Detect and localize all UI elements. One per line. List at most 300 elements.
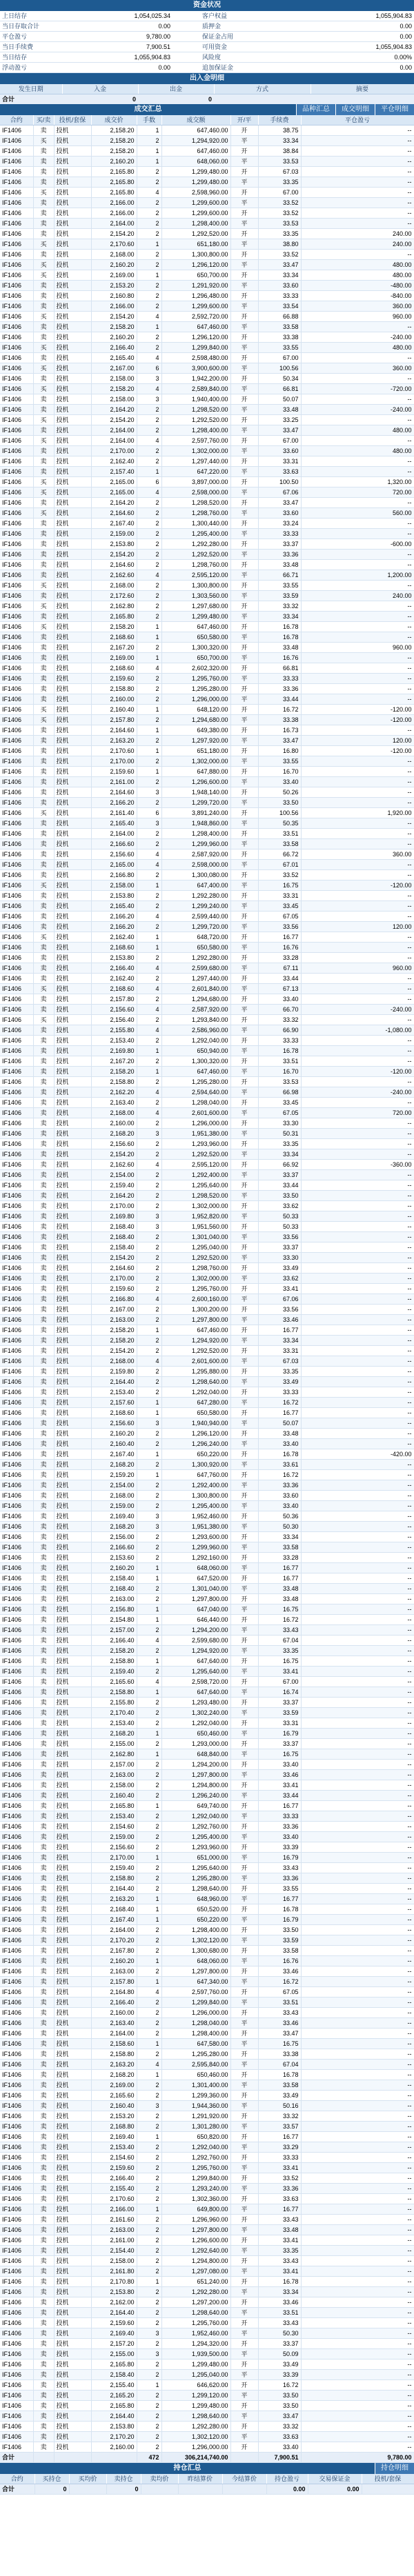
trade-side: 卖 <box>33 2266 54 2277</box>
trade-amount: 1,299,840.00 <box>161 2173 230 2184</box>
trade-amount: 1,940,940.00 <box>161 1418 230 1429</box>
account-value: 0.00% <box>276 52 414 63</box>
trade-price: 2,168.20 <box>91 1522 137 1532</box>
trade-amount: 1,948,140.00 <box>161 787 230 798</box>
trade-amount: 1,292,640.00 <box>161 2246 230 2256</box>
trade-amount: 2,598,960.00 <box>161 188 230 198</box>
trade-fee: 16.76 <box>258 653 301 663</box>
trade-type: 投机 <box>54 860 91 870</box>
trade-amount: 1,295,280.00 <box>161 1873 230 1884</box>
trade-contract: IF1406 <box>0 684 33 694</box>
trade-amount: 647,460.00 <box>161 1325 230 1336</box>
trade-price: 2,162.40 <box>91 456 137 467</box>
trade-lots: 2 <box>137 2091 161 2101</box>
trade-pnl: -- <box>301 1946 414 1956</box>
trade-price: 2,164.00 <box>91 1925 137 1935</box>
table-row <box>0 922 414 932</box>
trade-pnl: -- <box>301 1646 414 1656</box>
trade-amount: 1,293,240.00 <box>161 2184 230 2194</box>
trade-side: 卖 <box>33 1977 54 1987</box>
trade-fee: 33.48 <box>258 643 301 653</box>
trade-type: 投机 <box>54 798 91 808</box>
table-row <box>0 694 414 705</box>
trade-price: 2,160.40 <box>91 705 137 715</box>
trade-contract: IF1406 <box>0 167 33 177</box>
trade-type: 投机 <box>54 260 91 270</box>
trade-contract: IF1406 <box>0 1791 33 1801</box>
trade-lots: 1 <box>137 1904 161 1915</box>
trade-fee: 33.57 <box>258 2122 301 2132</box>
trade-amount: 647,580.00 <box>161 2039 230 2049</box>
trade-openclose: 平 <box>230 2246 258 2256</box>
trade-amount: 2,601,600.00 <box>161 1356 230 1367</box>
trade-fee: 33.46 <box>258 1315 301 1325</box>
trade-openclose: 平 <box>230 1501 258 1511</box>
trade-lots: 2 <box>137 1346 161 1356</box>
trade-openclose: 开 <box>230 1966 258 1977</box>
trade-openclose: 平 <box>230 1749 258 1760</box>
table-row <box>0 1667 414 1677</box>
trade-openclose: 开 <box>230 601 258 612</box>
trade-fee: 33.34 <box>258 136 301 146</box>
table-row <box>0 1336 414 1346</box>
trade-openclose: 平 <box>230 1439 258 1449</box>
table-row <box>0 384 414 394</box>
trade-side: 卖 <box>33 405 54 415</box>
trade-side: 卖 <box>33 394 54 405</box>
trade-amount: 647,460.00 <box>161 322 230 332</box>
trade-side: 卖 <box>33 2318 54 2328</box>
trade-side: 卖 <box>33 229 54 239</box>
trade-lots: 2 <box>137 694 161 705</box>
trade-pnl: -- <box>301 1904 414 1915</box>
trade-openclose: 开 <box>230 1594 258 1604</box>
trade-contract: IF1406 <box>0 2029 33 2039</box>
table-row <box>0 167 414 177</box>
table-row <box>0 394 414 405</box>
trade-type: 投机 <box>54 1460 91 1470</box>
trade-price: 2,157.80 <box>91 1977 137 1987</box>
table-row <box>0 1977 414 1987</box>
trade-type: 投机 <box>54 1832 91 1842</box>
deposits-total-in: 0 <box>62 94 138 105</box>
trade-fee: 33.59 <box>258 591 301 601</box>
trade-openclose: 平 <box>230 1563 258 1573</box>
trade-lots: 2 <box>137 1646 161 1656</box>
trade-fee: 33.58 <box>258 1542 301 1553</box>
table-row <box>0 343 414 353</box>
trade-contract: IF1406 <box>0 705 33 715</box>
trade-fee: 67.13 <box>258 984 301 994</box>
trade-lots: 2 <box>137 1873 161 1884</box>
trade-price: 2,163.00 <box>91 1315 137 1325</box>
trade-pnl: -- <box>301 1863 414 1873</box>
trades-total-lots: 472 <box>137 2453 161 2463</box>
trade-amount: 1,939,500.00 <box>161 2349 230 2359</box>
trade-type: 投机 <box>54 136 91 146</box>
trades-header-fee: 手续费 <box>258 115 301 125</box>
trade-openclose: 开 <box>230 2318 258 2328</box>
trade-pnl: 720.00 <box>301 1108 414 1118</box>
trade-fee: 33.33 <box>258 1811 301 1822</box>
table-row <box>0 756 414 767</box>
trade-pnl: 1,920.00 <box>301 808 414 818</box>
table-row <box>0 498 414 508</box>
trade-fee: 33.46 <box>258 2018 301 2029</box>
trade-side: 卖 <box>33 787 54 798</box>
trade-type: 投机 <box>54 1118 91 1129</box>
trade-contract: IF1406 <box>0 177 33 188</box>
trade-contract: IF1406 <box>0 2132 33 2142</box>
trade-contract: IF1406 <box>0 125 33 136</box>
trade-fee: 67.06 <box>258 487 301 498</box>
trade-price: 2,159.00 <box>91 529 137 539</box>
table-row <box>0 632 414 643</box>
trade-amount: 1,296,120.00 <box>161 332 230 343</box>
trade-openclose: 平 <box>230 901 258 912</box>
trade-price: 2,156.60 <box>91 1842 137 1853</box>
trade-side: 卖 <box>33 2153 54 2163</box>
trade-fee: 33.37 <box>258 539 301 550</box>
trade-fee: 33.29 <box>258 2142 301 2153</box>
table-row <box>0 2277 414 2287</box>
trade-price: 2,157.40 <box>91 467 137 477</box>
trade-pnl: -- <box>301 632 414 643</box>
trade-lots: 2 <box>137 1822 161 1832</box>
table-row <box>0 1604 414 1615</box>
table-row <box>0 508 414 519</box>
trade-type: 投机 <box>54 167 91 177</box>
account-spacer <box>172 63 200 73</box>
trade-price: 2,158.80 <box>91 1656 137 1667</box>
trade-side: 卖 <box>33 2194 54 2204</box>
tab-trade-detail[interactable]: 成交明细 <box>335 104 375 115</box>
trade-openclose: 平 <box>230 674 258 684</box>
trade-type: 投机 <box>54 146 91 157</box>
trade-lots: 1 <box>137 467 161 477</box>
trade-openclose: 开 <box>230 829 258 839</box>
table-row <box>0 415 414 425</box>
trade-amount: 1,298,640.00 <box>161 2308 230 2318</box>
trade-amount: 1,298,640.00 <box>161 1884 230 1894</box>
trade-type: 投机 <box>54 1935 91 1946</box>
trade-side: 卖 <box>33 456 54 467</box>
trade-price: 2,167.80 <box>91 1946 137 1956</box>
trade-fee: 33.31 <box>258 1346 301 1356</box>
trade-contract: IF1406 <box>0 2184 33 2194</box>
account-spacer <box>172 52 200 63</box>
trade-price: 2,165.60 <box>91 2091 137 2101</box>
trade-price: 2,158.20 <box>91 1646 137 1656</box>
trade-price: 2,165.00 <box>91 477 137 487</box>
trade-price: 2,166.20 <box>91 922 137 932</box>
trade-lots: 2 <box>137 332 161 343</box>
trade-side: 买 <box>33 601 54 612</box>
trade-pnl: -- <box>301 1998 414 2008</box>
trade-openclose: 开 <box>230 1491 258 1501</box>
trade-pnl: -- <box>301 1522 414 1532</box>
trade-contract: IF1406 <box>0 1263 33 1274</box>
trade-pnl: -- <box>301 839 414 849</box>
trade-fee: 33.31 <box>258 891 301 901</box>
trade-side: 卖 <box>33 498 54 508</box>
trade-openclose: 开 <box>230 2070 258 2080</box>
trade-type: 投机 <box>54 332 91 343</box>
trade-side: 卖 <box>33 1811 54 1822</box>
trade-amount: 1,294,680.00 <box>161 715 230 725</box>
trade-amount: 647,880.00 <box>161 767 230 777</box>
trade-pnl: -- <box>301 1170 414 1180</box>
positions-header-buy-qty: 买持仓 <box>34 2474 69 2484</box>
trade-pnl: -- <box>301 467 414 477</box>
trade-fee: 16.77 <box>258 932 301 943</box>
trade-openclose: 开 <box>230 2173 258 2184</box>
trade-price: 2,168.20 <box>91 1129 137 1139</box>
table-row <box>0 943 414 953</box>
trade-fee: 33.41 <box>258 2235 301 2246</box>
trade-type: 投机 <box>54 1191 91 1201</box>
deposits-total-method <box>214 94 310 105</box>
trade-openclose: 平 <box>230 1274 258 1284</box>
trade-side: 卖 <box>33 332 54 343</box>
trade-amount: 1,295,040.00 <box>161 2370 230 2380</box>
trade-fee: 38.75 <box>258 125 301 136</box>
table-row <box>0 560 414 570</box>
trade-side: 卖 <box>33 425 54 436</box>
trade-type: 投机 <box>54 1356 91 1367</box>
trade-side: 卖 <box>33 1915 54 1925</box>
trade-pnl: -120.00 <box>301 881 414 891</box>
trade-openclose: 平 <box>230 1480 258 1491</box>
trade-pnl: -- <box>301 684 414 694</box>
trade-type: 投机 <box>54 1904 91 1915</box>
trade-openclose: 开 <box>230 1739 258 1749</box>
table-row <box>0 1501 414 1511</box>
trade-pnl: -- <box>301 1232 414 1242</box>
trade-side: 卖 <box>33 167 54 177</box>
trade-openclose: 开 <box>230 1367 258 1377</box>
trade-contract: IF1406 <box>0 570 33 581</box>
trade-side: 卖 <box>33 146 54 157</box>
trade-side: 卖 <box>33 519 54 529</box>
trade-contract: IF1406 <box>0 2215 33 2225</box>
trade-amount: 1,295,760.00 <box>161 2318 230 2328</box>
trade-side: 卖 <box>33 1180 54 1191</box>
trade-type: 投机 <box>54 1501 91 1511</box>
trade-contract: IF1406 <box>0 2359 33 2370</box>
trade-amount: 1,298,640.00 <box>161 2411 230 2422</box>
trade-amount: 648,960.00 <box>161 1894 230 1904</box>
trade-type: 投机 <box>54 477 91 487</box>
trade-amount: 1,299,240.00 <box>161 901 230 912</box>
trade-fee: 33.37 <box>258 1242 301 1253</box>
positions-total-blank <box>362 2484 414 2495</box>
trade-openclose: 开 <box>230 2235 258 2246</box>
trade-side: 卖 <box>33 1863 54 1873</box>
trade-pnl: -- <box>301 2266 414 2277</box>
account-value: 7,900.51 <box>90 42 172 52</box>
trade-type: 投机 <box>54 219 91 229</box>
trade-side: 卖 <box>33 2246 54 2256</box>
trade-type: 投机 <box>54 1532 91 1542</box>
trade-side: 卖 <box>33 1708 54 1718</box>
trade-openclose: 平 <box>230 1853 258 1863</box>
trade-pnl: -- <box>301 1832 414 1842</box>
trade-side: 卖 <box>33 550 54 560</box>
table-row <box>0 1118 414 1129</box>
table-row <box>0 2101 414 2111</box>
trade-side: 卖 <box>33 2111 54 2122</box>
table-row <box>0 2370 414 2380</box>
trade-pnl: -- <box>301 2246 414 2256</box>
trade-lots: 2 <box>137 539 161 550</box>
trade-amount: 649,800.00 <box>161 2204 230 2215</box>
trade-contract: IF1406 <box>0 1801 33 1811</box>
trade-contract: IF1406 <box>0 250 33 260</box>
trade-fee: 33.48 <box>258 1584 301 1594</box>
table-row <box>0 787 414 798</box>
tab-variety-summary[interactable]: 品种汇总 <box>296 104 335 115</box>
trade-contract: IF1406 <box>0 1718 33 1729</box>
trade-type: 投机 <box>54 1305 91 1315</box>
trade-price: 2,162.20 <box>91 1087 137 1098</box>
trade-amount: 2,595,840.00 <box>161 2060 230 2070</box>
trade-contract: IF1406 <box>0 1408 33 1418</box>
trade-amount: 1,292,280.00 <box>161 539 230 550</box>
trade-openclose: 平 <box>230 1129 258 1139</box>
table-row <box>0 612 414 622</box>
trade-type: 投机 <box>54 1667 91 1677</box>
table-row <box>0 1687 414 1698</box>
trade-price: 2,157.60 <box>91 1398 137 1408</box>
deposits-title: 出入金明细 <box>0 73 414 84</box>
trade-side: 卖 <box>33 1884 54 1894</box>
trade-pnl: -- <box>301 2204 414 2215</box>
trade-price: 2,166.00 <box>91 2204 137 2215</box>
trade-pnl: -- <box>301 1956 414 1966</box>
trade-amount: 1,296,000.00 <box>161 694 230 705</box>
trade-pnl: -- <box>301 612 414 622</box>
trade-pnl: -- <box>301 870 414 881</box>
trade-pnl: -- <box>301 1667 414 1677</box>
trade-lots: 4 <box>137 984 161 994</box>
trade-contract: IF1406 <box>0 901 33 912</box>
trade-fee: 33.46 <box>258 1966 301 1977</box>
trade-lots: 2 <box>137 891 161 901</box>
trade-lots: 2 <box>137 560 161 570</box>
trade-side: 卖 <box>33 2401 54 2411</box>
trade-openclose: 开 <box>230 229 258 239</box>
trade-type: 投机 <box>54 746 91 756</box>
trade-fee: 33.36 <box>258 1873 301 1884</box>
trade-fee: 16.77 <box>258 2132 301 2142</box>
table-row <box>0 725 414 736</box>
trade-openclose: 开 <box>230 705 258 715</box>
trade-openclose: 开 <box>230 1573 258 1584</box>
trade-contract: IF1406 <box>0 1501 33 1511</box>
trade-amount: 1,944,360.00 <box>161 2101 230 2111</box>
tab-close-detail[interactable]: 平仓明细 <box>375 104 414 115</box>
trade-side: 买 <box>33 270 54 281</box>
table-row <box>0 1998 414 2008</box>
trade-price: 2,170.00 <box>91 756 137 767</box>
trade-contract: IF1406 <box>0 1615 33 1625</box>
trade-openclose: 平 <box>230 343 258 353</box>
trade-side: 卖 <box>33 694 54 705</box>
trade-contract: IF1406 <box>0 1067 33 1077</box>
trade-openclose: 开 <box>230 2256 258 2266</box>
trade-type: 投机 <box>54 1005 91 1015</box>
trade-price: 2,159.40 <box>91 1863 137 1873</box>
trade-side: 卖 <box>33 467 54 477</box>
trade-fee: 33.49 <box>258 2359 301 2370</box>
trade-contract: IF1406 <box>0 1222 33 1232</box>
trade-side: 卖 <box>33 2049 54 2060</box>
trade-pnl: -- <box>301 1180 414 1191</box>
trade-side: 卖 <box>33 1987 54 1998</box>
trade-fee: 50.07 <box>258 1418 301 1429</box>
table-row <box>0 1491 414 1501</box>
trade-pnl: -- <box>301 798 414 808</box>
trade-fee: 33.47 <box>258 498 301 508</box>
trade-fee: 66.81 <box>258 384 301 394</box>
trade-side: 卖 <box>33 632 54 643</box>
trade-fee: 16.72 <box>258 1398 301 1408</box>
trade-fee: 33.35 <box>258 177 301 188</box>
trade-contract: IF1406 <box>0 1305 33 1315</box>
trade-openclose: 开 <box>230 312 258 322</box>
trade-contract: IF1406 <box>0 291 33 301</box>
trade-side: 卖 <box>33 1305 54 1315</box>
trade-amount: 2,598,720.00 <box>161 1677 230 1687</box>
trade-amount: 651,180.00 <box>161 239 230 250</box>
trade-type: 投机 <box>54 1946 91 1956</box>
trade-contract: IF1406 <box>0 632 33 643</box>
trade-price: 2,159.00 <box>91 1832 137 1842</box>
trades-total-pnl: 9,780.00 <box>301 2453 414 2463</box>
deposits-header-date: 发生日期 <box>0 84 62 94</box>
trade-price: 2,154.40 <box>91 2246 137 2256</box>
trade-fee: 33.40 <box>258 994 301 1005</box>
trade-type: 投机 <box>54 1729 91 1739</box>
trade-contract: IF1406 <box>0 798 33 808</box>
trade-side: 卖 <box>33 1191 54 1201</box>
tab-position-detail[interactable]: 持仓明细 <box>375 2463 414 2474</box>
trade-side: 买 <box>33 343 54 353</box>
trade-fee: 33.36 <box>258 2184 301 2194</box>
trade-side: 卖 <box>33 767 54 777</box>
trade-price: 2,169.80 <box>91 1046 137 1056</box>
trade-contract: IF1406 <box>0 1253 33 1263</box>
trade-price: 2,157.80 <box>91 994 137 1005</box>
trade-lots: 4 <box>137 188 161 198</box>
trade-lots: 3 <box>137 818 161 829</box>
trade-type: 投机 <box>54 1687 91 1698</box>
trade-fee: 33.50 <box>258 1925 301 1935</box>
trade-openclose: 开 <box>230 808 258 818</box>
trade-amount: 1,303,560.00 <box>161 591 230 601</box>
trade-contract: IF1406 <box>0 1439 33 1449</box>
trade-pnl: -- <box>301 1811 414 1822</box>
trade-lots: 1 <box>137 146 161 157</box>
trade-price: 2,160.20 <box>91 1429 137 1439</box>
trade-lots: 2 <box>137 2163 161 2173</box>
trade-price: 2,165.20 <box>91 2391 137 2401</box>
trade-contract: IF1406 <box>0 1336 33 1346</box>
trade-pnl: -- <box>301 974 414 984</box>
trade-openclose: 开 <box>230 2029 258 2039</box>
trade-type: 投机 <box>54 560 91 570</box>
